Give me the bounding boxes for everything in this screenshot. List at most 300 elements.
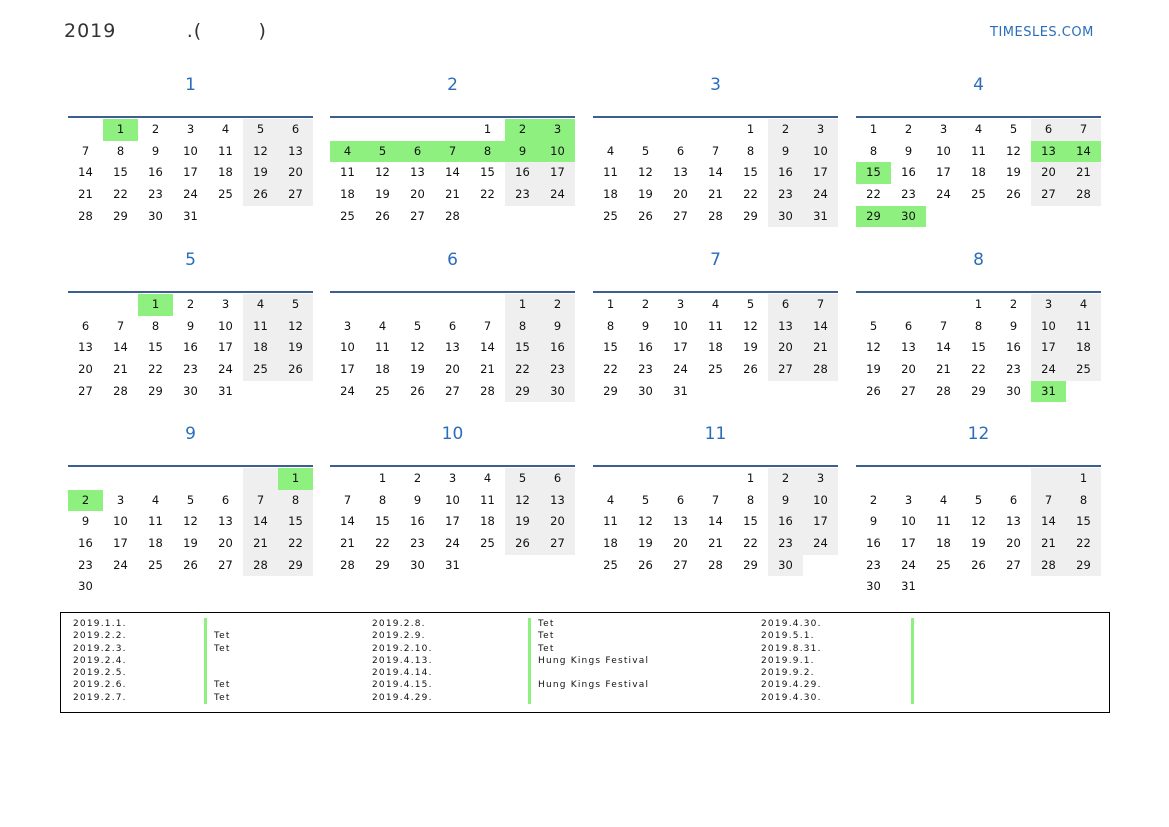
day-cell: 29 bbox=[1066, 555, 1101, 577]
day-cell: 9 bbox=[1009, 318, 1018, 333]
legend-date: 2019.2.5. bbox=[73, 668, 127, 679]
day-cell: 8 bbox=[606, 318, 615, 333]
day-cell: 22 bbox=[1066, 533, 1101, 555]
day-cell: 3 bbox=[803, 468, 838, 490]
day-cell: 16 bbox=[768, 162, 803, 184]
empty-cell bbox=[926, 294, 961, 316]
day-cell: 16 bbox=[638, 340, 653, 355]
day-cell: 26 bbox=[243, 184, 278, 206]
empty-cell bbox=[173, 468, 208, 490]
day-cell: 2 bbox=[904, 122, 913, 136]
day-cell: 6 bbox=[400, 141, 435, 163]
day-cell: 18 bbox=[480, 514, 495, 529]
day-cell: 7 bbox=[1031, 490, 1066, 512]
day-cell: 4 bbox=[711, 297, 720, 311]
empty-cell bbox=[365, 119, 400, 141]
day-cell: 25 bbox=[218, 187, 233, 202]
day-cell: 11 bbox=[708, 318, 723, 333]
day-cell: 18 bbox=[936, 536, 951, 551]
empty-cell bbox=[68, 119, 103, 141]
day-cell: 8 bbox=[869, 143, 878, 158]
day-cell: 5 bbox=[243, 119, 278, 141]
day-cell: 11 bbox=[148, 514, 163, 529]
day-cell: 3 bbox=[540, 119, 575, 141]
day-cell: 11 bbox=[603, 165, 618, 180]
day-cell: 19 bbox=[505, 511, 540, 533]
day-cell: 23 bbox=[901, 187, 916, 202]
day-cell: 23 bbox=[78, 557, 93, 572]
day-cell: 12 bbox=[505, 490, 540, 512]
day-cell: 26 bbox=[278, 359, 313, 381]
day-cell: 13 bbox=[673, 514, 688, 529]
day-cell: 14 bbox=[113, 340, 128, 355]
empty-cell bbox=[891, 468, 926, 490]
empty-cell bbox=[856, 294, 891, 316]
day-cell: 12 bbox=[183, 514, 198, 529]
month-6 bbox=[330, 243, 575, 402]
day-cell: 16 bbox=[768, 511, 803, 533]
empty-cell bbox=[663, 468, 698, 490]
day-cell: 21 bbox=[803, 337, 838, 359]
day-cell: 23 bbox=[866, 557, 881, 572]
day-cell: 22 bbox=[743, 536, 758, 551]
day-cell: 9 bbox=[186, 318, 195, 333]
day-cell: 5 bbox=[1009, 122, 1018, 136]
day-cell: 12 bbox=[971, 514, 986, 529]
month-9 bbox=[68, 417, 313, 598]
day-cell: 10 bbox=[540, 141, 575, 163]
day-cell: 20 bbox=[768, 337, 803, 359]
day-cell: 27 bbox=[78, 383, 93, 398]
day-cell: 1 bbox=[505, 294, 540, 316]
month-rule bbox=[68, 116, 313, 118]
empty-cell bbox=[856, 468, 891, 490]
day-cell: 3 bbox=[676, 297, 685, 311]
day-cell: 6 bbox=[1031, 119, 1066, 141]
day-cell: 23 bbox=[1006, 362, 1021, 377]
day-cell: 12 bbox=[866, 340, 881, 355]
day-cell: 30 bbox=[183, 383, 198, 398]
day-cell: 10 bbox=[183, 143, 198, 158]
day-cell: 6 bbox=[448, 318, 457, 333]
day-cell: 18 bbox=[375, 362, 390, 377]
empty-cell bbox=[330, 294, 365, 316]
legend-date: 2019.9.2. bbox=[761, 668, 815, 679]
day-cell: 26 bbox=[638, 557, 653, 572]
legend-date: 2019.8.31. bbox=[761, 643, 822, 654]
day-cell: 17 bbox=[113, 536, 128, 551]
empty-cell bbox=[1031, 468, 1066, 490]
day-cell: 6 bbox=[768, 294, 803, 316]
day-cell: 20 bbox=[410, 187, 425, 202]
day-cell: 6 bbox=[278, 119, 313, 141]
day-cell: 11 bbox=[218, 143, 233, 158]
day-cell: 15 bbox=[971, 340, 986, 355]
day-cell: 8 bbox=[470, 141, 505, 163]
day-cell: 3 bbox=[186, 122, 195, 136]
day-cell: 10 bbox=[1031, 316, 1066, 338]
legend-date: 2019.9.1. bbox=[761, 655, 815, 666]
day-cell: 7 bbox=[343, 492, 352, 507]
day-cell: 8 bbox=[378, 492, 387, 507]
day-cell: 21 bbox=[78, 187, 93, 202]
legend-date: 2019.4.13. bbox=[372, 655, 433, 666]
day-cell: 21 bbox=[243, 533, 278, 555]
day-cell: 17 bbox=[673, 340, 688, 355]
day-cell: 7 bbox=[81, 143, 90, 158]
day-cell: 30 bbox=[891, 206, 926, 228]
day-cell: 20 bbox=[901, 362, 916, 377]
month-12 bbox=[856, 417, 1101, 598]
day-cell: 18 bbox=[218, 165, 233, 180]
day-cell: 26 bbox=[743, 362, 758, 377]
month-10 bbox=[330, 417, 575, 576]
day-cell: 13 bbox=[1006, 514, 1021, 529]
day-cell: 20 bbox=[1031, 162, 1066, 184]
day-cell: 8 bbox=[151, 318, 160, 333]
day-cell: 10 bbox=[936, 143, 951, 158]
day-cell: 30 bbox=[768, 555, 803, 577]
day-cell: 28 bbox=[708, 557, 723, 572]
day-cell: 26 bbox=[971, 557, 986, 572]
day-cell: 1 bbox=[138, 294, 173, 316]
day-cell: 10 bbox=[901, 514, 916, 529]
day-cell: 17 bbox=[901, 536, 916, 551]
empty-cell bbox=[68, 468, 103, 490]
day-cell: 19 bbox=[1006, 165, 1021, 180]
day-cell: 27 bbox=[278, 184, 313, 206]
day-cell: 23 bbox=[148, 187, 163, 202]
day-cell: 23 bbox=[505, 184, 540, 206]
empty-cell bbox=[400, 294, 435, 316]
empty-cell bbox=[435, 294, 470, 316]
day-cell: 13 bbox=[673, 165, 688, 180]
day-cell: 30 bbox=[148, 208, 163, 223]
legend-date: 2019.4.29. bbox=[761, 680, 822, 691]
day-cell: 31 bbox=[218, 383, 233, 398]
day-cell: 31 bbox=[445, 557, 460, 572]
day-cell: 2 bbox=[505, 119, 540, 141]
day-cell: 16 bbox=[410, 514, 425, 529]
day-cell: 12 bbox=[278, 316, 313, 338]
day-cell: 4 bbox=[939, 492, 948, 507]
day-cell: 8 bbox=[1066, 490, 1101, 512]
day-cell: 18 bbox=[340, 187, 355, 202]
day-cell: 7 bbox=[939, 318, 948, 333]
day-grid bbox=[593, 294, 838, 402]
month-title: 12 bbox=[967, 424, 990, 444]
day-cell: 16 bbox=[866, 536, 881, 551]
day-cell: 15 bbox=[743, 165, 758, 180]
legend-date: 2019.2.3. bbox=[73, 643, 127, 654]
empty-cell bbox=[103, 294, 138, 316]
day-cell: 17 bbox=[803, 162, 838, 184]
month-title: 7 bbox=[710, 250, 721, 270]
day-cell: 4 bbox=[1066, 294, 1101, 316]
day-cell: 16 bbox=[901, 165, 916, 180]
day-cell: 12 bbox=[638, 165, 653, 180]
day-cell: 15 bbox=[480, 165, 495, 180]
day-cell: 14 bbox=[1066, 141, 1101, 163]
day-grid bbox=[330, 294, 575, 402]
day-cell: 7 bbox=[483, 318, 492, 333]
day-cell: 9 bbox=[904, 143, 913, 158]
day-cell: 21 bbox=[113, 362, 128, 377]
day-grid bbox=[856, 468, 1101, 598]
day-cell: 31 bbox=[803, 206, 838, 228]
day-cell: 1 bbox=[606, 297, 615, 311]
legend-holiday-name: Tet bbox=[538, 619, 555, 629]
day-cell: 14 bbox=[708, 514, 723, 529]
legend-dates-col-1 bbox=[73, 618, 127, 704]
legend-holiday-name: Hung Kings Festival bbox=[538, 655, 650, 666]
day-cell: 16 bbox=[183, 340, 198, 355]
day-cell: 4 bbox=[606, 143, 615, 158]
day-cell: 1 bbox=[746, 471, 755, 485]
empty-cell bbox=[330, 468, 365, 490]
day-cell: 24 bbox=[673, 362, 688, 377]
legend-dates-col-2 bbox=[372, 618, 433, 704]
day-cell: 21 bbox=[1066, 162, 1101, 184]
day-cell: 10 bbox=[803, 490, 838, 512]
empty-cell bbox=[891, 294, 926, 316]
day-cell: 24 bbox=[540, 184, 575, 206]
day-cell: 1 bbox=[278, 468, 313, 490]
empty-cell bbox=[698, 468, 733, 490]
day-cell: 7 bbox=[1066, 119, 1101, 141]
month-title: 5 bbox=[185, 250, 196, 270]
month-rule bbox=[593, 291, 838, 293]
day-cell: 10 bbox=[218, 318, 233, 333]
empty-cell bbox=[926, 468, 961, 490]
day-cell: 24 bbox=[1031, 359, 1066, 381]
legend-date: 2019.4.15. bbox=[372, 680, 433, 691]
day-cell: 4 bbox=[974, 122, 983, 136]
day-cell: 21 bbox=[1031, 533, 1066, 555]
day-cell: 19 bbox=[638, 187, 653, 202]
day-cell: 5 bbox=[413, 318, 422, 333]
day-cell: 28 bbox=[803, 359, 838, 381]
day-cell: 4 bbox=[221, 122, 230, 136]
day-cell: 28 bbox=[708, 208, 723, 223]
day-cell: 20 bbox=[278, 162, 313, 184]
day-grid bbox=[856, 119, 1101, 227]
empty-cell bbox=[400, 119, 435, 141]
day-cell: 2 bbox=[768, 119, 803, 141]
day-cell: 17 bbox=[340, 362, 355, 377]
day-cell: 18 bbox=[971, 165, 986, 180]
day-cell: 17 bbox=[936, 165, 951, 180]
day-cell: 22 bbox=[603, 362, 618, 377]
day-cell: 29 bbox=[971, 383, 986, 398]
day-cell: 31 bbox=[183, 208, 198, 223]
legend-dates-col-3 bbox=[761, 618, 822, 704]
day-cell: 22 bbox=[278, 533, 313, 555]
brand-link[interactable]: TIMESLES.COM bbox=[990, 25, 1094, 40]
day-cell: 21 bbox=[708, 187, 723, 202]
day-cell: 7 bbox=[711, 492, 720, 507]
day-cell: 27 bbox=[673, 208, 688, 223]
day-cell: 21 bbox=[480, 362, 495, 377]
day-cell: 28 bbox=[113, 383, 128, 398]
legend-holiday-name: Tet bbox=[538, 631, 555, 642]
day-cell: 2 bbox=[68, 490, 103, 512]
day-cell: 24 bbox=[803, 184, 838, 206]
day-cell: 2 bbox=[768, 468, 803, 490]
day-cell: 30 bbox=[638, 383, 653, 398]
legend-holiday-name: Hung Kings Festival bbox=[538, 680, 650, 691]
day-cell: 30 bbox=[78, 579, 93, 594]
month-11 bbox=[593, 417, 838, 576]
day-cell: 28 bbox=[340, 557, 355, 572]
empty-cell bbox=[68, 294, 103, 316]
day-cell: 3 bbox=[116, 492, 125, 507]
day-cell: 8 bbox=[746, 143, 755, 158]
day-cell: 3 bbox=[221, 297, 230, 311]
month-8 bbox=[856, 243, 1101, 402]
day-cell: 9 bbox=[869, 514, 878, 529]
day-cell: 23 bbox=[768, 184, 803, 206]
day-cell: 27 bbox=[218, 557, 233, 572]
day-cell: 13 bbox=[1031, 141, 1066, 163]
day-cell: 20 bbox=[1006, 536, 1021, 551]
day-cell: 9 bbox=[413, 492, 422, 507]
day-cell: 7 bbox=[435, 141, 470, 163]
legend-date: 2019.2.6. bbox=[73, 680, 127, 691]
day-cell: 27 bbox=[901, 383, 916, 398]
day-grid bbox=[330, 468, 575, 576]
month-title: 4 bbox=[973, 75, 984, 95]
day-cell: 18 bbox=[243, 337, 278, 359]
day-cell: 10 bbox=[803, 141, 838, 163]
day-cell: 1 bbox=[103, 119, 138, 141]
legend-date: 2019.2.2. bbox=[73, 631, 127, 642]
legend-date: 2019.2.9. bbox=[372, 631, 426, 642]
day-cell: 21 bbox=[445, 187, 460, 202]
day-cell: 20 bbox=[540, 511, 575, 533]
day-cell: 22 bbox=[743, 187, 758, 202]
day-cell: 1 bbox=[869, 122, 878, 136]
day-cell: 6 bbox=[540, 468, 575, 490]
empty-cell bbox=[330, 119, 365, 141]
day-cell: 29 bbox=[743, 557, 758, 572]
day-cell: 12 bbox=[243, 141, 278, 163]
month-title: 2 bbox=[447, 75, 458, 95]
day-cell: 14 bbox=[708, 165, 723, 180]
day-cell: 25 bbox=[1066, 359, 1101, 381]
day-cell: 27 bbox=[673, 557, 688, 572]
day-cell: 11 bbox=[1066, 316, 1101, 338]
legend-date: 2019.4.30. bbox=[761, 692, 822, 703]
day-cell: 2 bbox=[413, 471, 422, 485]
day-cell: 30 bbox=[768, 206, 803, 228]
day-cell: 24 bbox=[445, 536, 460, 551]
day-cell: 15 bbox=[113, 165, 128, 180]
day-cell: 31 bbox=[1031, 381, 1066, 403]
day-cell: 11 bbox=[243, 316, 278, 338]
day-cell: 30 bbox=[410, 557, 425, 572]
empty-cell bbox=[208, 468, 243, 490]
holiday-legend bbox=[60, 612, 1110, 713]
day-cell: 13 bbox=[901, 340, 916, 355]
day-cell: 24 bbox=[183, 187, 198, 202]
day-cell: 18 bbox=[603, 187, 618, 202]
day-cell: 16 bbox=[1006, 340, 1021, 355]
day-cell: 17 bbox=[803, 511, 838, 533]
day-cell: 29 bbox=[743, 208, 758, 223]
day-cell: 4 bbox=[243, 294, 278, 316]
day-cell: 29 bbox=[278, 555, 313, 577]
day-cell: 25 bbox=[375, 383, 390, 398]
legend-date: 2019.2.8. bbox=[372, 619, 426, 629]
month-2 bbox=[330, 68, 575, 227]
month-rule bbox=[856, 465, 1101, 467]
day-cell: 15 bbox=[743, 514, 758, 529]
empty-cell bbox=[593, 468, 628, 490]
day-cell: 3 bbox=[343, 318, 352, 333]
day-cell: 9 bbox=[81, 514, 90, 529]
legend-holiday-name bbox=[214, 655, 231, 667]
day-cell: 9 bbox=[540, 316, 575, 338]
day-cell: 4 bbox=[378, 318, 387, 333]
day-cell: 15 bbox=[375, 514, 390, 529]
day-cell: 3 bbox=[904, 492, 913, 507]
day-cell: 1 bbox=[974, 297, 983, 311]
day-cell: 8 bbox=[746, 492, 755, 507]
day-cell: 28 bbox=[445, 208, 460, 223]
day-grid bbox=[330, 119, 575, 227]
day-cell: 6 bbox=[676, 143, 685, 158]
day-cell: 6 bbox=[81, 318, 90, 333]
day-cell: 13 bbox=[768, 316, 803, 338]
day-cell: 22 bbox=[866, 187, 881, 202]
day-cell: 7 bbox=[803, 294, 838, 316]
day-cell: 11 bbox=[936, 514, 951, 529]
day-cell: 18 bbox=[148, 536, 163, 551]
day-cell: 11 bbox=[340, 165, 355, 180]
day-cell: 12 bbox=[375, 165, 390, 180]
legend-holiday-name: Tet bbox=[214, 692, 231, 703]
legend-date: 2019.2.7. bbox=[73, 692, 127, 703]
day-cell: 19 bbox=[183, 536, 198, 551]
day-cell: 26 bbox=[410, 383, 425, 398]
day-cell: 10 bbox=[340, 340, 355, 355]
day-cell: 26 bbox=[638, 208, 653, 223]
legend-holiday-name bbox=[214, 667, 231, 679]
day-cell: 24 bbox=[218, 362, 233, 377]
day-cell: 13 bbox=[445, 340, 460, 355]
day-cell: 23 bbox=[410, 536, 425, 551]
legend-date: 2019.2.10. bbox=[372, 643, 433, 654]
legend-divider bbox=[204, 618, 207, 704]
day-cell: 20 bbox=[673, 536, 688, 551]
month-title: 9 bbox=[185, 424, 196, 444]
month-title: 3 bbox=[710, 75, 721, 95]
day-cell: 26 bbox=[505, 533, 540, 555]
day-cell: 15 bbox=[1066, 511, 1101, 533]
day-cell: 13 bbox=[278, 141, 313, 163]
day-cell: 5 bbox=[505, 468, 540, 490]
day-cell: 24 bbox=[340, 383, 355, 398]
legend-names-col-1 bbox=[214, 618, 231, 704]
legend-holiday-name: Tet bbox=[538, 643, 555, 654]
month-1 bbox=[68, 68, 313, 227]
month-rule bbox=[330, 116, 575, 118]
day-cell: 22 bbox=[375, 536, 390, 551]
day-cell: 30 bbox=[866, 579, 881, 594]
month-3 bbox=[593, 68, 838, 227]
empty-cell bbox=[593, 119, 628, 141]
